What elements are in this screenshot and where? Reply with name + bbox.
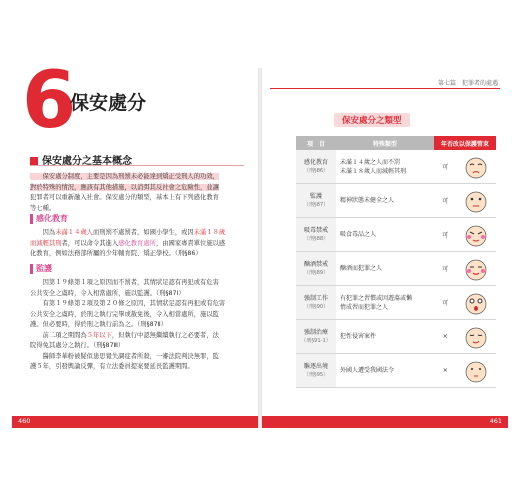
table-title: 保安處分之類型 bbox=[334, 113, 410, 127]
cell-probation: 可 bbox=[434, 184, 457, 218]
custody-line: 有第１９條第２項及第２０條之原因，其情狀足認有再犯或有危害 bbox=[30, 300, 226, 307]
book-spread bbox=[12, 56, 508, 428]
type-line: 未滿１４歲之人而不罰 bbox=[340, 158, 401, 166]
type-line: 吸食毒品之人 bbox=[340, 231, 377, 238]
chapter-number: 6 bbox=[22, 56, 77, 146]
type-line: 外國人遭受我國法令 bbox=[340, 367, 395, 374]
education-text: 因為 bbox=[42, 229, 56, 236]
education-line bbox=[30, 228, 248, 239]
cell-type bbox=[336, 218, 434, 252]
cell-illustration bbox=[457, 252, 496, 286]
custody-line: 院得免其處分之執行。（刑§87Ⅲ） bbox=[30, 342, 125, 349]
item-law: （刑§95） bbox=[303, 371, 329, 378]
type-line: 精神狀態未健全之人 bbox=[340, 197, 395, 204]
cell-item bbox=[296, 184, 336, 218]
cell-type bbox=[336, 320, 434, 354]
item-law: （刑§88） bbox=[303, 235, 329, 242]
item-label: 強制工作 bbox=[304, 294, 329, 302]
education-text: 未滿１４歲人 bbox=[55, 229, 93, 236]
cell-probation: 可 bbox=[434, 252, 457, 286]
item-label: 強制治療 bbox=[304, 328, 329, 336]
footer-bar-right bbox=[262, 416, 508, 428]
cell-illustration bbox=[457, 320, 496, 354]
education-text: 而刑罰不處罰者，如國小學生，或因 bbox=[92, 229, 194, 236]
custody-line: 因第１９條第１項之原因而不罰者，其情狀足認有再犯或有危害 bbox=[30, 279, 219, 286]
section-divider bbox=[30, 165, 244, 166]
custody-line: 公共安全之虞時，令入相當處所，施以監護。（刑§87Ⅰ） bbox=[30, 289, 185, 297]
education-text: 者，可以命令其進入 bbox=[61, 239, 119, 247]
cell-illustration bbox=[457, 286, 496, 320]
item-law: （刑§87） bbox=[303, 201, 329, 208]
custody-line: 前二項之期間為５年以下，但執行中認無繼續執行之必要者，法 bbox=[30, 331, 219, 339]
education-paragraph bbox=[30, 228, 248, 260]
cell-item bbox=[296, 252, 336, 286]
intro-line-text: 犯罪者可以重新融入社會。保安處分的類型，基本上有下列感化教育 bbox=[30, 194, 219, 201]
subheading-education: 感化教育 bbox=[30, 214, 68, 224]
col-header-type: 特殊類型 bbox=[336, 136, 434, 150]
sad-face-icon bbox=[461, 154, 491, 180]
intro-line-text: 對於特殊的情況，應該有其他措施，以消弭其反社會之危險性，並讓 bbox=[30, 183, 219, 191]
cell-type bbox=[336, 354, 434, 388]
cell-type bbox=[336, 286, 434, 320]
education-text: 而減輕其刑 bbox=[30, 239, 62, 247]
left-page bbox=[12, 56, 258, 428]
chapter-title: 保安處分 bbox=[70, 92, 147, 114]
intro-line bbox=[30, 183, 248, 194]
table-row bbox=[296, 354, 496, 388]
subheading-custody: 監護 bbox=[30, 264, 52, 274]
drunk-face-icon bbox=[461, 256, 491, 282]
plain-face-icon bbox=[461, 358, 491, 384]
worry-face-icon bbox=[461, 188, 491, 214]
cell-probation: 可 bbox=[434, 150, 457, 184]
page-number-left: 460 bbox=[18, 417, 31, 425]
custody-line: 護５年，引發輿論反彈，有立法委員提案要延長監護期間。 bbox=[30, 363, 194, 370]
table-row bbox=[296, 252, 496, 286]
cell-item bbox=[296, 354, 336, 388]
cell-illustration bbox=[457, 354, 496, 388]
smirk-face-icon bbox=[461, 324, 491, 350]
item-label: 感化教育 bbox=[304, 158, 329, 166]
cell-type bbox=[336, 252, 434, 286]
types-table bbox=[296, 136, 496, 388]
education-text: 化教育，例如法務部所屬的少年輔育院、矯正學校。（刑§86） bbox=[30, 250, 202, 257]
sick-face-icon bbox=[461, 222, 491, 248]
item-label: 驅逐出境 bbox=[304, 362, 329, 370]
type-line: 未滿１８歲人而減輕其刑 bbox=[340, 167, 407, 175]
col-header-probation: 年否改以保護管束 bbox=[434, 136, 496, 150]
cell-item bbox=[296, 150, 336, 184]
item-label: 監護 bbox=[310, 192, 323, 200]
type-line: 有犯罪之習慣或因遊蕩或懶 bbox=[340, 294, 413, 302]
cell-illustration bbox=[457, 150, 496, 184]
cell-item bbox=[296, 320, 336, 354]
shock-face-icon bbox=[461, 290, 491, 316]
table-row bbox=[296, 218, 496, 252]
table-row bbox=[296, 184, 496, 218]
section-bullet-icon bbox=[30, 157, 38, 165]
item-label: 酗酒禁戒 bbox=[304, 260, 329, 268]
right-page bbox=[262, 68, 508, 428]
cell-type bbox=[336, 150, 434, 184]
education-line bbox=[30, 239, 248, 250]
footer-bar bbox=[12, 416, 258, 428]
cell-probation: 可 bbox=[434, 286, 457, 320]
education-text: ，由國家專責單位施以感 bbox=[155, 239, 226, 247]
intro-line bbox=[30, 193, 248, 204]
intro-line-text: 保安處分制度，主要是因為刑罰未必能達到矯正受刑人的功效， bbox=[30, 173, 219, 180]
intro-paragraph bbox=[30, 172, 248, 214]
item-law: （刑§89） bbox=[303, 269, 329, 276]
item-label: 吸毒禁戒 bbox=[304, 226, 329, 234]
cell-item bbox=[296, 286, 336, 320]
custody-line: 公共安全之虞時，於刑之執行完畢或赦免後，令入相當處所，施以監 bbox=[30, 310, 219, 318]
table-row bbox=[296, 286, 496, 320]
running-header: 第七篇 犯罪者的處遇 bbox=[437, 80, 498, 87]
cell-probation: × bbox=[434, 354, 457, 388]
type-line: 惰成習而犯罪之人 bbox=[340, 303, 389, 311]
custody-paragraph bbox=[30, 278, 248, 373]
table-row bbox=[296, 320, 496, 354]
cell-type bbox=[336, 184, 434, 218]
education-text: 感化教育處所 bbox=[118, 239, 156, 247]
type-line: 犯性侵害案件 bbox=[340, 333, 377, 340]
section-title: 保安處分之基本概念 bbox=[42, 156, 132, 167]
table-row bbox=[296, 150, 496, 184]
intro-line bbox=[30, 204, 248, 215]
item-law: （刑§90） bbox=[303, 303, 329, 310]
intro-line bbox=[30, 172, 248, 183]
cell-item bbox=[296, 218, 336, 252]
intro-line-text: 等七種。 bbox=[30, 204, 56, 212]
custody-line: 醫師李華粉被疑似患思覺失調症者所殺，一審法院判決無罪，監 bbox=[30, 352, 219, 360]
custody-emphasis: ５年以下 bbox=[86, 331, 112, 339]
education-text: 未滿１８歲 bbox=[193, 229, 226, 236]
item-law: （刑§91-1） bbox=[301, 337, 331, 344]
item-law: （刑§86） bbox=[303, 167, 329, 174]
col-header-item: 項 目 bbox=[296, 136, 336, 150]
cell-probation: 可 bbox=[434, 218, 457, 252]
custody-line: 護。但必要時，得於刑之執行前為之。（刑§87Ⅱ） bbox=[30, 321, 168, 328]
cell-probation: × bbox=[434, 320, 457, 354]
header-divider bbox=[270, 88, 500, 89]
page-number-right: 461 bbox=[489, 417, 502, 425]
cell-illustration bbox=[457, 184, 496, 218]
type-line: 酗酒而犯罪之人 bbox=[340, 265, 383, 272]
cell-illustration bbox=[457, 218, 496, 252]
table-header-row bbox=[296, 136, 496, 150]
education-line bbox=[30, 249, 248, 260]
